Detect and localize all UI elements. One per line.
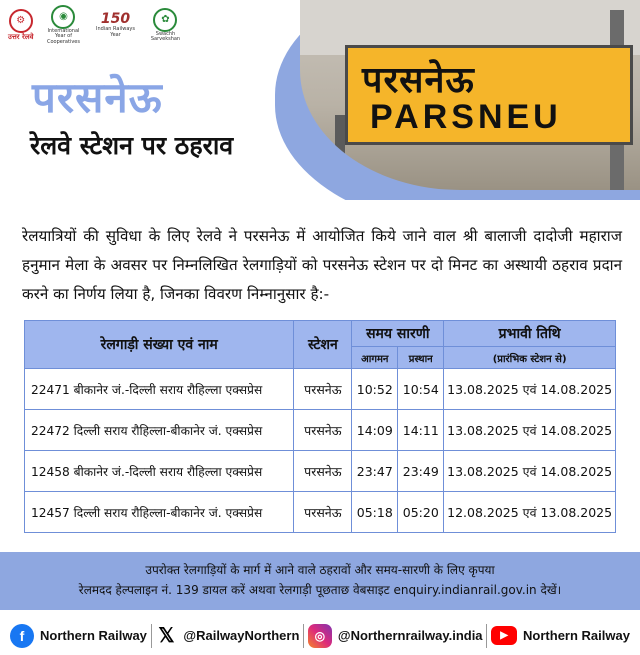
150-years-logo: 150 Indian Railways Year: [96, 10, 135, 38]
railway-logo: ⚙ उत्तर रेलवे: [8, 9, 33, 42]
station-signboard: [345, 45, 633, 145]
col-effective-sub: (प्रारंभिक स्टेशन से): [444, 347, 616, 369]
arrival-cell: 14:09: [352, 410, 398, 451]
arrival-cell: 23:47: [352, 451, 398, 492]
instagram-icon: ◎: [308, 624, 332, 648]
date-cell: 13.08.2025 एवं 14.08.2025: [444, 410, 616, 451]
date-cell: 13.08.2025 एवं 14.08.2025: [444, 451, 616, 492]
social-footer: [0, 616, 640, 655]
train-cell: 12458 बीकानेर जं.-दिल्ली सराय रौहिल्ला एक्सप्रेस: [25, 451, 294, 492]
departure-cell: 14:11: [398, 410, 444, 451]
youtube-link[interactable]: ▶ Northern Railway: [491, 626, 630, 645]
coop-emblem-icon: ◉: [51, 5, 75, 29]
twitter-link[interactable]: 𝕏 @RailwayNorthern: [155, 624, 299, 648]
notice-line-2: रेलमदद हेल्पलाइन नं. 139 डायल करें अथवा रेलगाड़ी पूछताछ वेबसाइट enquiry.indianrail.gov.in देखें।: [78, 583, 562, 597]
col-effective: प्रभावी तिथि: [444, 321, 616, 347]
station-cell: परसनेऊ: [294, 410, 352, 451]
notice-line-1: उपरोक्त रेलगाड़ियों के मार्ग में आने वाले ठहरावों और समय-सारणी के लिए कृपया: [145, 563, 495, 577]
header: [0, 0, 640, 200]
station-cell: परसनेऊ: [294, 369, 352, 410]
logo-strip: [8, 8, 185, 45]
150-mark: 150: [100, 10, 131, 27]
youtube-icon: ▶: [491, 626, 517, 645]
col-departure: प्रस्थान: [398, 347, 444, 369]
table-row: [25, 492, 616, 533]
col-station: स्टेशन: [294, 321, 352, 369]
train-cell: 22472 दिल्ली सराय रौहिल्ला-बीकानेर जं. एक्सप्रेस: [25, 410, 294, 451]
intro-paragraph: रेलयात्रियों की सुविधा के लिए रेलवे ने परसनेऊ में आयोजित किये जाने वाल श्री बालाजी दादोजी महाराज हनुमान मेला के अवसर पर निम्नलिखित रेलगाड़ियों को परसनेऊ स्टेशन पर दो मिनट का अस्थायी ठहराव प्रदान करने का निर्णय लिया है, जिनका विवरण निम्नानुसार है:-: [22, 227, 622, 303]
sign-hindi: परसनेऊ: [362, 60, 475, 101]
table-row: [25, 410, 616, 451]
divider: [151, 624, 152, 648]
date-cell: 13.08.2025 एवं 14.08.2025: [444, 369, 616, 410]
departure-cell: 23:49: [398, 451, 444, 492]
table-row: [25, 369, 616, 410]
departure-cell: 10:54: [398, 369, 444, 410]
station-cell: परसनेऊ: [294, 492, 352, 533]
arrival-cell: 05:18: [352, 492, 398, 533]
swachh-logo: ✿ Swachh Sarvekshan: [145, 8, 185, 43]
divider: [303, 624, 304, 648]
station-cell: परसनेऊ: [294, 451, 352, 492]
col-arrival: आगमन: [352, 347, 398, 369]
x-icon: 𝕏: [155, 624, 177, 648]
page-subtitle: रेलवे स्टेशन पर ठहराव: [30, 131, 234, 160]
railway-emblem-icon: ⚙: [9, 9, 33, 33]
instagram-link[interactable]: ◎ @Northernrailway.india: [308, 624, 483, 648]
divider: [486, 624, 487, 648]
swachh-emblem-icon: ✿: [153, 8, 177, 32]
sign-english: PARSNEU: [370, 98, 562, 136]
facebook-link[interactable]: f Northern Railway: [10, 624, 147, 648]
train-cell: 12457 दिल्ली सराय रौहिल्ला-बीकानेर जं. एक्सप्रेस: [25, 492, 294, 533]
table-row: [25, 451, 616, 492]
arrival-cell: 10:52: [352, 369, 398, 410]
page-title: परसनेऊ: [32, 73, 163, 122]
train-cell: 22471 बीकानेर जं.-दिल्ली सराय रौहिल्ला एक्सप्रेस: [25, 369, 294, 410]
date-cell: 12.08.2025 एवं 13.08.2025: [444, 492, 616, 533]
timetable: [24, 320, 616, 533]
col-timetable: समय सारणी: [352, 321, 444, 347]
coop-logo: ◉ International Year of Cooperatives: [41, 5, 85, 46]
facebook-icon: f: [10, 624, 34, 648]
col-train: रेलगाड़ी संख्या एवं नाम: [25, 321, 294, 369]
departure-cell: 05:20: [398, 492, 444, 533]
helpline-notice: [0, 552, 640, 610]
